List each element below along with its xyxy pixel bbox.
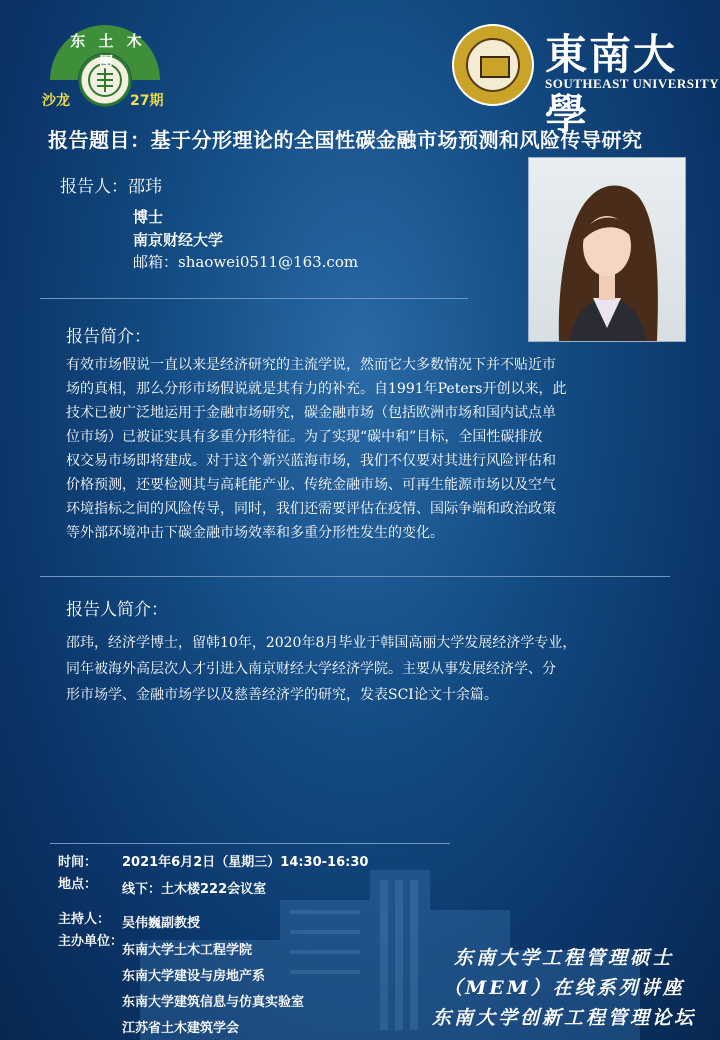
speaker-email-row xyxy=(133,251,358,272)
time-value: 2021年6月2日（星期三）14:30-16:30 xyxy=(122,855,369,870)
salon-logo xyxy=(40,18,170,116)
divider xyxy=(50,843,450,844)
tagline-line: 东南大学创新工程管理论坛 xyxy=(431,1007,696,1029)
abstract-line: 权交易市场即将建成。对于这个新兴蓝海市场，我们不仅要对其进行风险评估和 xyxy=(66,453,556,469)
bio-line: 形市场学、金融市场学以及慈善经济学的研究，发表SCI论文十余篇。 xyxy=(66,687,498,703)
abstract-line: 价格预测，还要检测其与高耗能产业、传统金融市场、可再生能源市场以及空气 xyxy=(66,477,556,493)
abstract-line: 位市场）已被证实具有多重分形特征。为了实现“碳中和”目标，全国性碳排放 xyxy=(66,429,543,445)
email-link[interactable]: shaowei0511@163.com xyxy=(178,253,359,271)
abstract-line: 有效市场假说一直以来是经济研究的主流学说，然而它大多数情况下并不贴近市 xyxy=(66,357,556,373)
abstract-heading: 报告简介： xyxy=(66,327,151,347)
divider xyxy=(40,298,468,299)
abstract-body xyxy=(66,353,686,545)
issue-number: 27期 xyxy=(130,93,164,109)
salon-caption: 沙龙 xyxy=(42,93,70,109)
organizer-item: 东南大学建设与房地产系 xyxy=(122,969,266,984)
bio-line: 邵玮，经济学博士，留韩10年，2020年8月毕业于韩国高丽大学发展经济学专业， xyxy=(66,635,577,651)
report-title: 报告题目：基于分形理论的全国性碳金融市场预测和风险传导研究 xyxy=(48,128,643,152)
bio-heading: 报告人简介： xyxy=(66,600,168,620)
lecture-series-tagline xyxy=(418,943,710,1033)
speaker-label: 报告人：邵玮 xyxy=(60,177,162,197)
abstract-line: 场的真相，那么分形市场假说就是其有力的补充。自1991年Peters开创以来，此 xyxy=(66,381,567,397)
email-label: 邮箱： xyxy=(133,253,179,271)
university-name-en: SOUTHEAST UNIVERSITY xyxy=(545,76,720,91)
university-name-cn: 東南大學 xyxy=(545,30,678,139)
abstract-line: 环境指标之间的风险传导，同时，我们还需要评估在疫情、国际争端和政治政策 xyxy=(66,501,556,517)
tagline-line: 东南大学工程管理硕士 xyxy=(453,947,674,969)
organizer-item: 东南大学建筑信息与仿真实验室 xyxy=(122,995,305,1010)
university-seal xyxy=(452,24,534,106)
tagline-line: （MEM）在线系列讲座 xyxy=(443,977,685,999)
speaker-degree: 博士 xyxy=(133,208,164,226)
host-label: 主持人： xyxy=(58,912,111,927)
organizer-label: 主办单位： xyxy=(58,934,124,949)
abstract-line: 技术已被广泛地运用于金融市场研究，碳金融市场（包括欧洲市场和国内试点单 xyxy=(66,405,556,421)
bio-body xyxy=(66,630,696,708)
organizer-item: 江苏省土木建筑学会 xyxy=(122,1021,240,1036)
place-value: 线下：土木楼222会议室 xyxy=(122,882,267,897)
organizer-item: 东南大学土木工程学院 xyxy=(122,943,253,958)
speaker-affiliation: 南京财经大学 xyxy=(133,231,224,249)
time-label: 时间： xyxy=(58,855,98,870)
host-value: 吴伟巍副教授 xyxy=(122,916,201,931)
speaker-photo xyxy=(528,157,686,342)
salon-logo-arc-text: 东 土 木 屋 xyxy=(70,32,146,71)
place-label: 地点： xyxy=(58,877,98,892)
abstract-line: 等外部环境冲击下碳金融市场效率和多重分形性发生的变化。 xyxy=(66,525,444,541)
divider xyxy=(40,576,670,577)
bio-line: 同年被海外高层次人才引进入南京财经大学经济学院。主要从事发展经济学、分 xyxy=(66,661,556,677)
